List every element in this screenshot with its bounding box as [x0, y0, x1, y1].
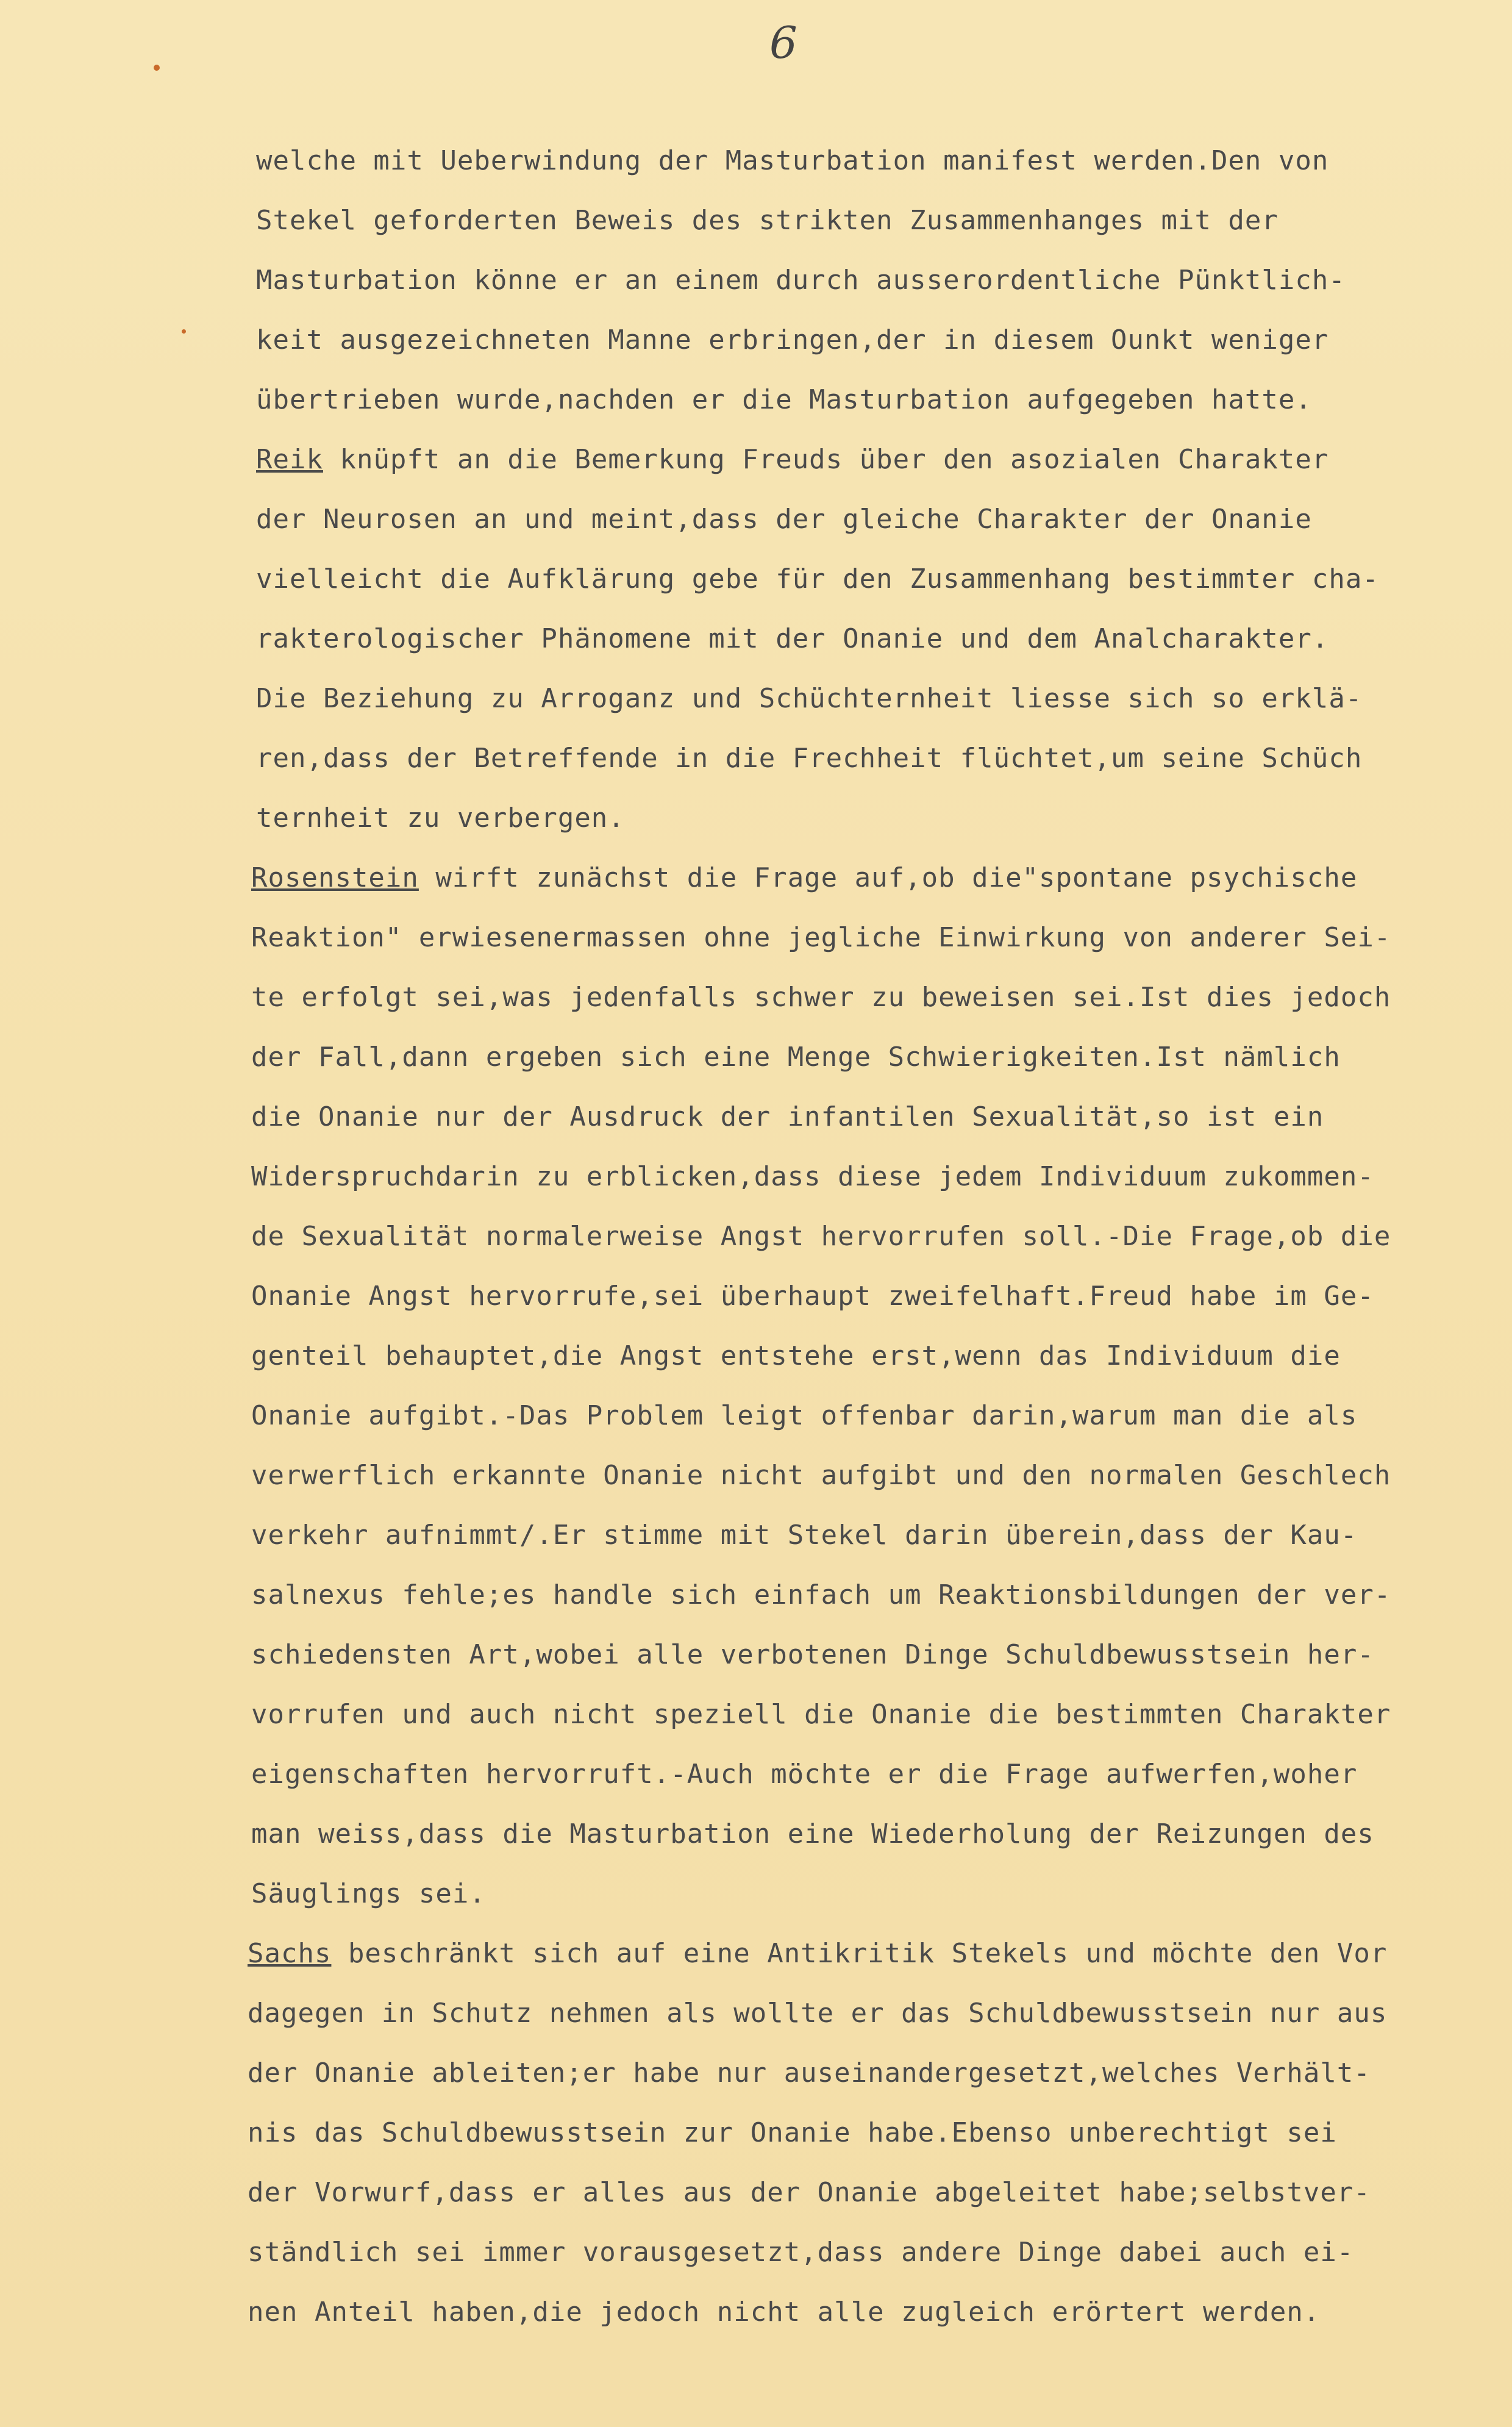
- text-line: [251, 848, 1494, 908]
- text-line: [256, 430, 1494, 490]
- text-line: genteil behauptet,die Angst entstehe erst,wenn das Individuum die: [251, 1340, 1341, 1371]
- typewritten-text-block: [248, 131, 1494, 2342]
- ink-mark: [182, 329, 186, 334]
- text-line: nen Anteil haben,die jedoch nicht alle zugleich erörtert werden.: [248, 2297, 1321, 2328]
- text-line: Stekel geforderten Beweis des strikten Zusammenhanges mit der: [256, 205, 1278, 236]
- speaker-name: Rosenstein: [251, 862, 419, 893]
- speaker-name: Sachs: [248, 1938, 332, 1969]
- text-line: Die Beziehung zu Arroganz und Schüchternheit liesse sich so erklä-: [256, 683, 1363, 714]
- ink-mark: [154, 65, 160, 71]
- text-line-rest: knüpft an die Bemerkung Freuds über den asozialen Charakter: [323, 444, 1329, 475]
- text-line: welche mit Ueberwindung der Masturbation manifest werden.Den von: [256, 145, 1329, 176]
- text-line: salnexus fehle;es handle sich einfach um Reaktionsbildungen der ver-: [251, 1579, 1391, 1610]
- text-line: die Onanie nur der Ausdruck der infantilen Sexualität,so ist ein: [251, 1101, 1324, 1132]
- text-line-rest: wirft zunächst die Frage auf,ob die"spontane psychische: [418, 862, 1358, 893]
- text-line: eigenschaften hervorruft.-Auch möchte er die Frage aufwerfen,woher: [251, 1759, 1358, 1790]
- text-line: der Onanie ableiten;er habe nur auseinandergesetzt,welches Verhält-: [248, 2057, 1371, 2089]
- text-line: der Vorwurf,dass er alles aus der Onanie abgeleitet habe;selbstver-: [248, 2177, 1371, 2208]
- text-line: ternheit zu verbergen.: [256, 802, 625, 834]
- text-line: verkehr aufnimmt/.Er stimme mit Stekel darin überein,dass der Kau-: [251, 1520, 1358, 1551]
- text-line: vielleicht die Aufklärung gebe für den Zusammenhang bestimmter cha-: [256, 563, 1379, 595]
- text-line: de Sexualität normalerweise Angst hervorrufen soll.-Die Frage,ob die: [251, 1221, 1391, 1252]
- text-line: der Neurosen an und meint,dass der gleiche Charakter der Onanie: [256, 504, 1312, 535]
- text-line: Säuglings sei.: [251, 1878, 486, 1909]
- text-line: Masturbation könne er an einem durch ausserordentliche Pünktlich-: [256, 265, 1346, 296]
- text-line: man weiss,dass die Masturbation eine Wiederholung der Reizungen des: [251, 1818, 1374, 1850]
- page-number: 6: [769, 17, 797, 68]
- text-line: vorrufen und auch nicht speziell die Onanie die bestimmten Charakter: [251, 1699, 1391, 1730]
- text-line: der Fall,dann ergeben sich eine Menge Schwierigkeiten.Ist nämlich: [251, 1042, 1341, 1073]
- text-line: Onanie aufgibt.-Das Problem leigt offenbar darin,warum man die als: [251, 1400, 1358, 1431]
- text-line: übertrieben wurde,nachden er die Masturbation aufgegeben hatte.: [256, 384, 1312, 415]
- text-line: ren,dass der Betreffende in die Frechheit flüchtet,um seine Schüch: [256, 743, 1363, 774]
- speaker-name: Reik: [256, 444, 323, 475]
- text-line: Widerspruchdarin zu erblicken,dass diese jedem Individuum zukommen-: [251, 1161, 1374, 1192]
- text-line-rest: beschränkt sich auf eine Antikritik Stekels und möchte den Vor: [331, 1938, 1388, 1969]
- text-line: nis das Schuldbewusstsein zur Onanie habe.Ebenso unberechtigt sei: [248, 2117, 1337, 2148]
- text-line: rakterologischer Phänomene mit der Onanie und dem Analcharakter.: [256, 623, 1329, 654]
- text-line: ständlich sei immer vorausgesetzt,dass andere Dinge dabei auch ei-: [248, 2237, 1354, 2268]
- text-line: [248, 1924, 1494, 1984]
- text-line: verwerflich erkannte Onanie nicht aufgibt und den normalen Geschlech: [251, 1460, 1391, 1491]
- text-line: Onanie Angst hervorrufe,sei überhaupt zweifelhaft.Freud habe im Ge-: [251, 1281, 1374, 1312]
- text-line: te erfolgt sei,was jedenfalls schwer zu beweisen sei.Ist dies jedoch: [251, 982, 1391, 1013]
- text-line: keit ausgezeichneten Manne erbringen,der in diesem Ounkt weniger: [256, 324, 1329, 356]
- text-line: dagegen in Schutz nehmen als wollte er das Schuldbewusstsein nur aus: [248, 1998, 1388, 2029]
- text-line: schiedensten Art,wobei alle verbotenen Dinge Schuldbewusstsein her-: [251, 1639, 1374, 1670]
- text-line: Reaktion" erwiesenermassen ohne jegliche Einwirkung von anderer Sei-: [251, 922, 1391, 953]
